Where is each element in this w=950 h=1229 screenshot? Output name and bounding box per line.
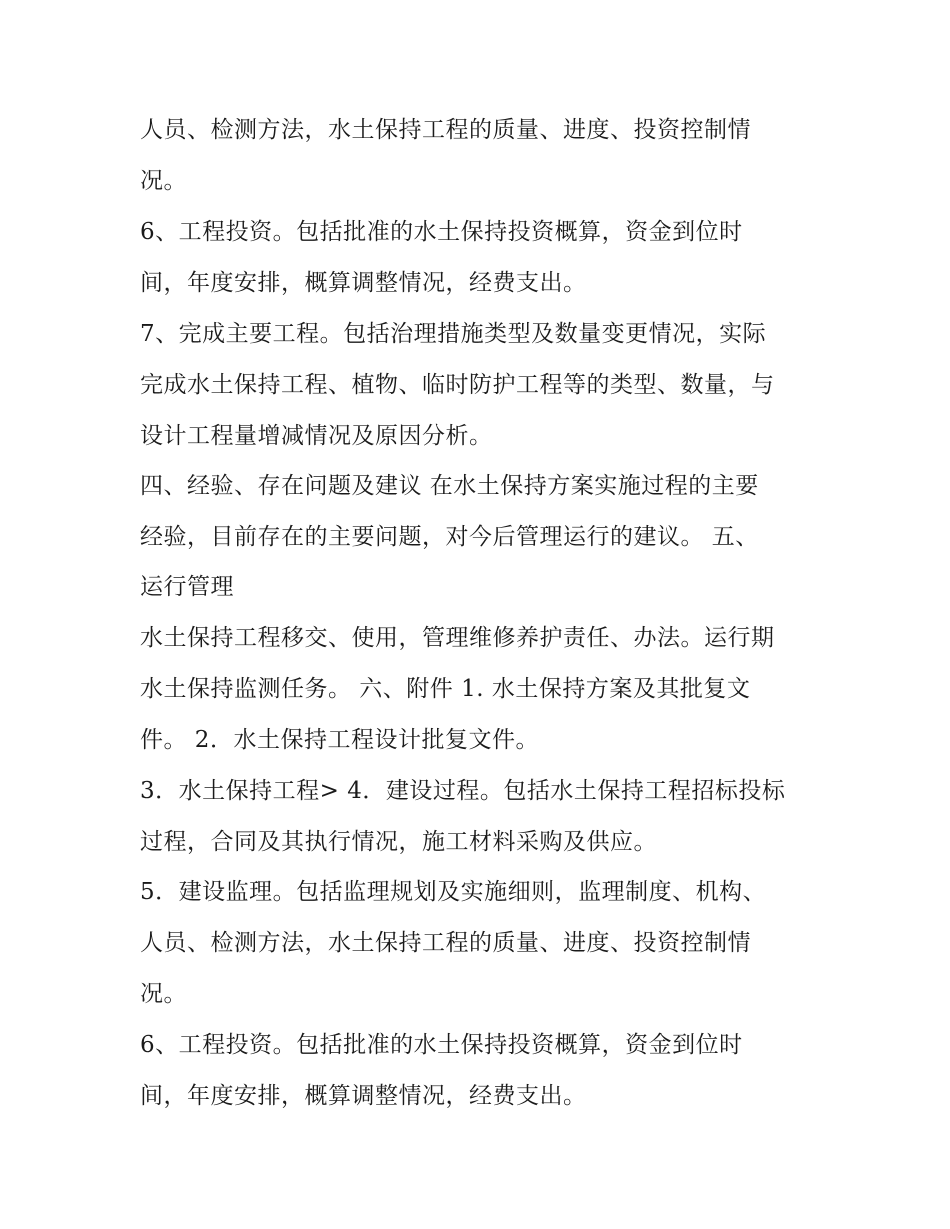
text-line: 6、工程投资。包括批准的水土保持投资概算，资金到位时 <box>140 1032 743 1058</box>
text-line: 件。 2．水土保持工程设计批复文件。 <box>140 727 539 753</box>
text-line: 水土保持监测任务。 六、附件 1. 水土保持方案及其批复文 <box>140 676 751 702</box>
text-line: 况。 <box>140 981 187 1007</box>
text-line: 人员、检测方法，水土保持工程的质量、进度、投资控制情 <box>140 930 751 956</box>
text-line: 人员、检测方法，水土保持工程的质量、进度、投资控制情 <box>140 117 751 143</box>
text-line: 完成水土保持工程、植物、临时防护工程等的类型、数量，与 <box>140 372 775 398</box>
text-line: 四、经验、存在问题及建议 在水土保持方案实施过程的主要 <box>140 473 759 499</box>
text-line: 6、工程投资。包括批准的水土保持投资概算，资金到位时 <box>140 219 743 245</box>
text-line: 水土保持工程移交、使用，管理维修养护责任、办法。运行期 <box>140 625 775 651</box>
text-line: 过程，合同及其执行情况，施工材料采购及供应。 <box>140 829 657 855</box>
text-line: 间，年度安排，概算调整情况，经费支出。 <box>140 270 587 296</box>
text-line: 7、完成主要工程。包括治理措施类型及数量变更情况，实际 <box>140 321 767 347</box>
text-line: 运行管理 <box>140 574 234 600</box>
text-line: 3．水土保持工程> 4．建设过程。包括水土保持工程招标投标 <box>140 778 786 804</box>
text-line: 经验，目前存在的主要问题，对今后管理运行的建议。 五、 <box>140 524 759 550</box>
text-line: 设计工程量增减情况及原因分析。 <box>140 423 493 449</box>
text-line: 况。 <box>140 168 187 194</box>
text-line: 5．建设监理。包括监理规划及实施细则，监理制度、机构、 <box>140 879 767 905</box>
text-line: 间，年度安排，概算调整情况，经费支出。 <box>140 1083 587 1109</box>
